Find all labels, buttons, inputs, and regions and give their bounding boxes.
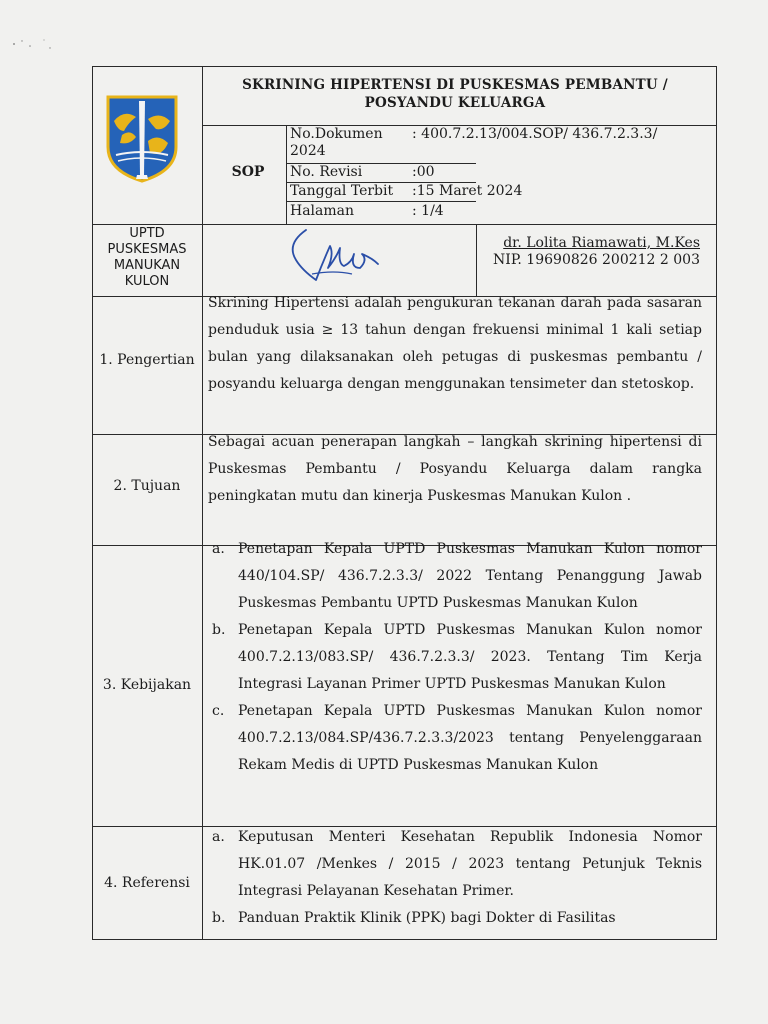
referensi-list xyxy=(212,824,702,932)
scan-speck-marks xyxy=(0,28,70,58)
institution-name xyxy=(92,226,202,290)
list-marker: a. xyxy=(212,829,225,845)
document-title xyxy=(210,76,700,112)
list-item-text: Keputusan Menteri Kesehatan Republik Indonesia Nomor HK.01.07 /Menkes / 2015 / 2023 tentang Petunjuk Teknis Integrasi Pelayanan Kesehatan Primer. xyxy=(238,829,702,899)
section-text-tujuan: Sebagai acuan penerapan langkah – langkah skrining hipertensi di Puskesmas Pembantu / Posyandu Keluarga dalam rangka peningkatan mutu dan kinerja Puskesmas Manukan Kulon . xyxy=(208,434,702,504)
handwritten-signature xyxy=(282,224,392,286)
document-title-line1: SKRINING HIPERTENSI DI PUSKESMAS PEMBANTU / xyxy=(242,77,668,93)
list-marker: b. xyxy=(212,622,226,638)
list-item xyxy=(212,536,702,617)
section-text-pengertian: Skrining Hipertensi adalah pengukuran tekanan darah pada sasaran penduduk usia ≥ 13 tahun dengan frekuensi minimal 1 kali setiap bulan yang dilaksanakan oleh petugas di puskesmas pembantu / posyandu keluarga dengan menggunakan tensimeter dan stetoskop. xyxy=(208,295,702,392)
institution-line1: UPTD xyxy=(129,226,165,241)
header-bottom-line xyxy=(92,224,717,225)
surabaya-city-emblem-icon xyxy=(104,91,180,185)
list-item xyxy=(212,905,702,932)
section-label-kebijakan: 3. Kebijakan xyxy=(102,677,192,693)
section-label-tujuan: 2. Tujuan xyxy=(113,478,181,494)
section-label-referensi: 4. Referensi xyxy=(104,875,190,891)
institution-line3: MANUKAN xyxy=(113,258,181,273)
list-item-text: Panduan Praktik Klinik (PPK) bagi Dokter di Fasilitas xyxy=(238,910,616,926)
signatory-block xyxy=(478,235,700,269)
signature-cell-divider xyxy=(476,224,477,296)
list-item xyxy=(212,824,702,905)
list-item-text: Penetapan Kepala UPTD Puskesmas Manukan Kulon nomor 400.7.2.13/084.SP/436.7.2.3.3/2023 tentang Penyelenggaraan Rekam Medis di UPTD Puskesmas Manukan Kulon xyxy=(238,703,702,773)
meta-no-revisi xyxy=(290,164,435,181)
list-item-text: Penetapan Kepala UPTD Puskesmas Manukan Kulon nomor 440/104.SP/ 436.7.2.3.3/ 2022 Tentang Penanggung Jawab Puskesmas Pembantu UPTD Puskesmas Manukan Kulon xyxy=(238,541,702,611)
section-label-pengertian: 1. Pengertian xyxy=(99,352,195,368)
institution-line4: KULON xyxy=(124,274,170,289)
meta-no-dokumen-label: No.Dokumen xyxy=(290,126,383,142)
list-item-text: Penetapan Kepala UPTD Puskesmas Manukan Kulon nomor 400.7.2.13/083.SP/ 436.7.2.3.3/ 2023. Tentang Tim Kerja Integrasi Layanan Primer UPTD Puskesmas Manukan Kulon xyxy=(238,622,702,692)
meta-no-revisi-label: No. Revisi xyxy=(290,164,363,180)
list-item xyxy=(212,698,702,779)
meta-tanggal-value: :15 Maret 2024 xyxy=(412,183,523,199)
meta-halaman xyxy=(290,203,444,220)
meta-tanggal-terbit xyxy=(290,183,522,200)
label-column-divider xyxy=(202,66,203,940)
meta-no-revisi-value: :00 xyxy=(412,164,435,180)
meta-no-dokumen xyxy=(290,126,657,143)
meta-row-line xyxy=(286,201,476,202)
meta-halaman-value: : 1/4 xyxy=(412,203,444,219)
list-marker: c. xyxy=(212,703,225,719)
signatory-name: dr. Lolita Riamawati, M.Kes xyxy=(503,235,700,251)
sop-cell-divider xyxy=(286,125,287,224)
kebijakan-list xyxy=(212,536,702,779)
document-title-line2: POSYANDU KELUARGA xyxy=(364,95,546,111)
meta-tanggal-label: Tanggal Terbit xyxy=(290,183,394,199)
meta-no-dokumen-value: : 400.7.2.13/004.SOP/ 436.7.2.3.3/ xyxy=(412,126,658,142)
meta-halaman-label: Halaman xyxy=(290,203,355,219)
institution-line2: PUSKESMAS xyxy=(107,242,187,257)
list-item xyxy=(212,617,702,698)
signatory-nip: NIP. 19690826 200212 2 003 xyxy=(493,252,700,268)
meta-no-dokumen-cont: 2024 xyxy=(290,143,326,159)
sop-label: SOP xyxy=(231,164,265,180)
list-marker: a. xyxy=(212,541,225,557)
list-marker: b. xyxy=(212,910,226,926)
